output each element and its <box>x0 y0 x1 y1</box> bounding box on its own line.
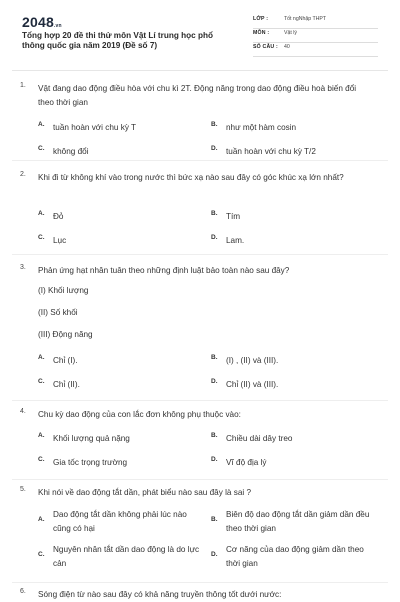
question-text: Chu kỳ dao động của con lắc đơn không phụ thuộc vào: <box>38 410 241 419</box>
question-text: Khi nói về dao động tắt dần, phát biểu nào sau đây là sai ? <box>38 488 252 497</box>
question-number: 1. <box>20 82 26 89</box>
question-text: Vật đang dao động điều hòa với chu kì 2T. Động năng trong dao động điều hoà biến đổi theo thời gian <box>38 84 357 107</box>
sub-item: (I) Khối lượng <box>38 286 89 295</box>
exam-title: Tổng hợp 20 đề thi thử môn Vật Lí trung học phổ thông quốc gia năm 2019 (Đề số 7) <box>22 31 213 50</box>
question-number: 4. <box>20 408 26 415</box>
meta-class-value: Tốt ngNhập THPT <box>284 16 326 22</box>
meta-subject <box>253 28 378 43</box>
question-number: 5. <box>20 486 26 493</box>
sub-item: (III) Động năng <box>38 330 93 339</box>
question-divider <box>12 254 388 255</box>
meta-subject-value: Vật lý <box>284 30 297 36</box>
meta-count-label: SỐ CÂU : <box>253 44 278 50</box>
question-divider <box>12 400 388 401</box>
meta-class <box>253 14 378 29</box>
question-divider <box>12 160 388 161</box>
question-divider <box>12 479 388 480</box>
exam-header <box>0 0 400 68</box>
question-number: 6. <box>20 588 26 595</box>
question-number: 2. <box>20 171 26 178</box>
meta-count-value: 40 <box>284 44 290 50</box>
question-text: Khi đi từ không khí vào trong nước thì bức xạ nào sau đây có góc khúc xạ lớn nhất? <box>38 173 344 182</box>
sub-item: (II) Số khối <box>38 308 78 317</box>
header-divider <box>12 70 388 71</box>
question-number: 3. <box>20 264 26 271</box>
meta-count <box>253 42 378 57</box>
question-text: Sóng điện từ nào sau đây có khả năng truyền thông tốt dưới nước: <box>38 590 282 599</box>
meta-subject-label: MÔN : <box>253 30 270 36</box>
question-text: Phản ứng hạt nhân tuân theo những định luật bảo toàn nào sau đây? <box>38 266 290 275</box>
question-divider <box>12 582 388 583</box>
site-logo[interactable]: 2048.vn <box>22 14 62 30</box>
meta-class-label: LỚP : <box>253 16 269 22</box>
